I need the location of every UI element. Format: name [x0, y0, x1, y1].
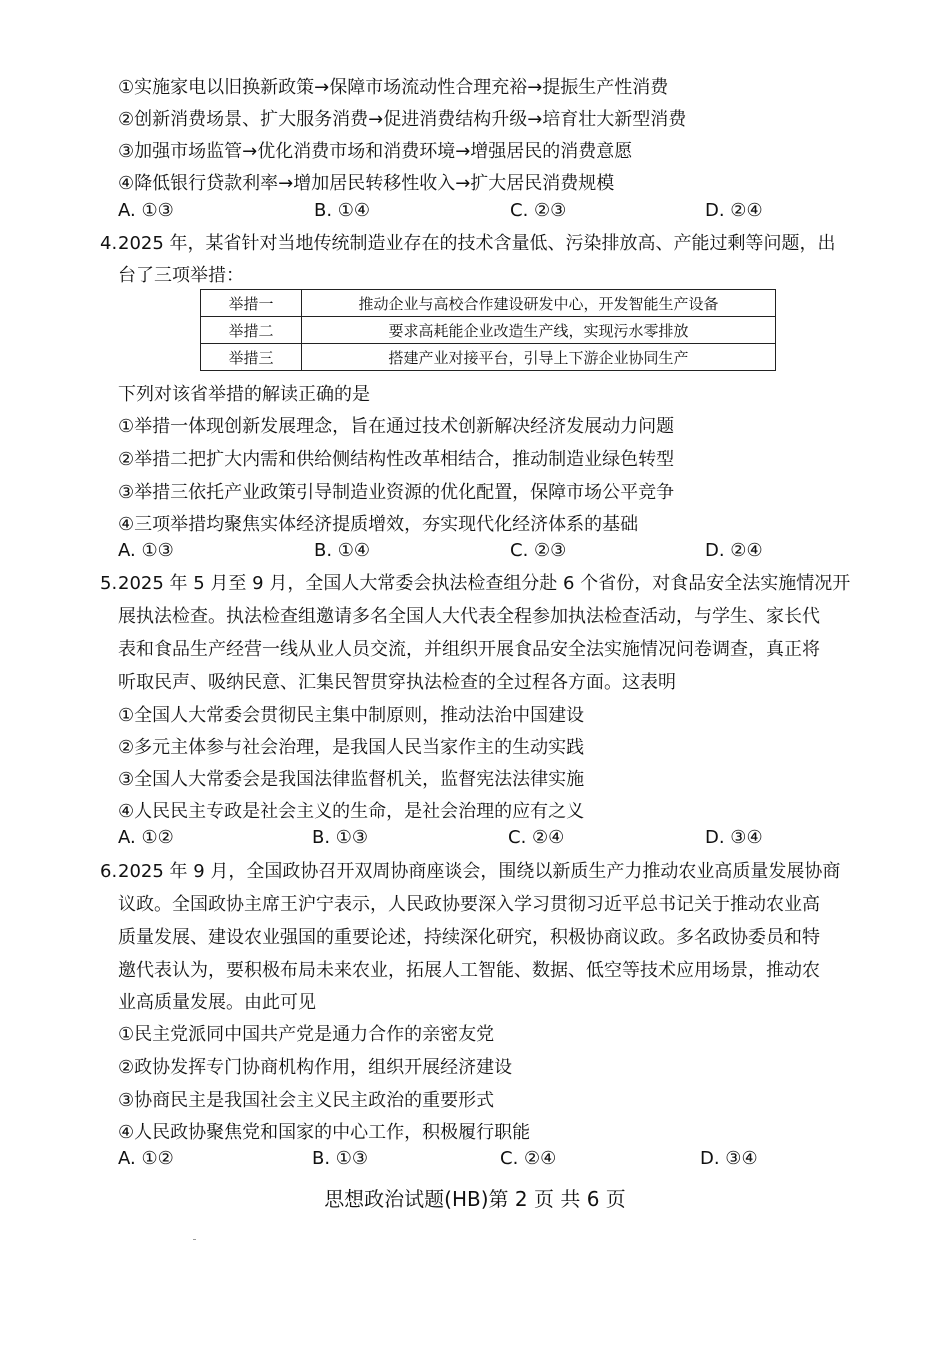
q6-choices — [0, 1147, 950, 1171]
q6-choice-b[interactable]: B. ①③ — [312, 1148, 369, 1169]
q6-choice-d[interactable]: D. ③④ — [700, 1148, 758, 1169]
q5-option-2: ②多元主体参与社会治理，是我国人民当家作主的生动实践 — [118, 737, 585, 758]
q3-option-1: ①实施家电以旧换新政策→保障市场流动性合理充裕→提振生产性消费 — [118, 77, 669, 98]
q3-option-3: ③加强市场监管→优化消费市场和消费环境→增强居民的消费意愿 — [118, 141, 633, 162]
q5-stem-line-1: 2025 年 5 月至 9 月，全国人大常委会执法检查组分赴 6 个省份，对食品安全法实施情况开 — [118, 573, 851, 594]
q5-choices — [0, 826, 950, 850]
scan-speck — [193, 1239, 196, 1240]
q6-option-1: ①民主党派同中国共产党是通力合作的亲密友党 — [118, 1024, 495, 1045]
q5-choice-d[interactable]: D. ③④ — [705, 827, 763, 848]
q5-stem-line-4: 听取民声、吸纳民意、汇集民智贯穿执法检查的全过程各方面。这表明 — [118, 672, 676, 693]
q6-stem-line-4: 邀代表认为，要积极布局未来农业，拓展人工智能、数据、低空等技术应用场景，推动农 — [118, 960, 820, 981]
measure-key: 举措一 — [201, 290, 302, 317]
q6-number: 6. — [100, 861, 118, 882]
q5-option-3: ③全国人大常委会是我国法律监督机关，监督宪法法律实施 — [118, 769, 585, 790]
q6-choice-a[interactable]: A. ①② — [118, 1148, 174, 1169]
q4-choice-c[interactable]: C. ②③ — [510, 540, 567, 561]
measures-row — [201, 290, 776, 317]
measure-key: 举措二 — [201, 317, 302, 344]
q6-stem-line-2: 议政。全国政协主席王沪宁表示，人民政协要深入学习贯彻习近平总书记关于推动农业高 — [118, 894, 820, 915]
q4-choice-b[interactable]: B. ①④ — [314, 540, 371, 561]
q4-stem-line-2: 台了三项举措： — [118, 265, 244, 286]
q5-option-4: ④人民民主专政是社会主义的生命，是社会治理的应有之义 — [118, 801, 585, 822]
q6-choice-c[interactable]: C. ②④ — [500, 1148, 557, 1169]
measure-key: 举措三 — [201, 344, 302, 371]
q6-stem-line-5: 业高质量发展。由此可见 — [118, 992, 316, 1013]
q5-choice-a[interactable]: A. ①② — [118, 827, 174, 848]
q6-option-4: ④人民政协聚焦党和国家的中心工作，积极履行职能 — [118, 1122, 531, 1143]
q3-choices — [0, 199, 950, 223]
q3-option-4: ④降低银行贷款利率→增加居民转移性收入→扩大居民消费规模 — [118, 173, 615, 194]
q3-option-2: ②创新消费场景、扩大服务消费→促进消费结构升级→培育壮大新型消费 — [118, 109, 687, 130]
q4-option-3: ③举措三依托产业政策引导制造业资源的优化配置，保障市场公平竞争 — [118, 482, 675, 503]
q6-option-2: ②政协发挥专门协商机构作用，组织开展经济建设 — [118, 1057, 513, 1078]
q4-choices — [0, 539, 950, 563]
q4-question: 下列对该省举措的解读正确的是 — [118, 384, 370, 405]
measures-row — [201, 344, 776, 371]
q4-choice-a[interactable]: A. ①③ — [118, 540, 174, 561]
q3-choice-b[interactable]: B. ①④ — [314, 200, 371, 221]
measure-value: 搭建产业对接平台，引导上下游企业协同生产 — [302, 344, 776, 371]
measures-row — [201, 317, 776, 344]
q4-option-2: ②举措二把扩大内需和供给侧结构性改革相结合，推动制造业绿色转型 — [118, 449, 675, 470]
q5-number: 5. — [100, 573, 118, 594]
q6-option-3: ③协商民主是我国社会主义民主政治的重要形式 — [118, 1090, 495, 1111]
q3-choice-a[interactable]: A. ①③ — [118, 200, 174, 221]
measure-value: 推动企业与高校合作建设研发中心，开发智能生产设备 — [302, 290, 776, 317]
q4-option-1: ①举措一体现创新发展理念，旨在通过技术创新解决经济发展动力问题 — [118, 416, 675, 437]
q5-option-1: ①全国人大常委会贯彻民主集中制原则，推动法治中国建设 — [118, 705, 585, 726]
q3-choice-c[interactable]: C. ②③ — [510, 200, 567, 221]
q5-choice-c[interactable]: C. ②④ — [508, 827, 565, 848]
q6-stem-line-3: 质量发展、建设农业强国的重要论述，持续深化研究，积极协商议政。多名政协委员和特 — [118, 927, 820, 948]
q4-choice-d[interactable]: D. ②④ — [705, 540, 763, 561]
q5-stem-line-2: 展执法检查。执法检查组邀请多名全国人大代表全程参加执法检查活动，与学生、家长代 — [118, 606, 820, 627]
measures-table — [200, 289, 776, 371]
q3-choice-d[interactable]: D. ②④ — [705, 200, 763, 221]
q6-stem-line-1: 2025 年 9 月，全国政协召开双周协商座谈会，围绕以新质生产力推动农业高质量发展协商 — [118, 861, 841, 882]
q4-number: 4. — [100, 233, 118, 254]
q4-option-4: ④三项举措均聚焦实体经济提质增效，夯实现代化经济体系的基础 — [118, 514, 639, 535]
page-footer: 思想政治试题(HB)第 2 页 共 6 页 — [324, 1187, 626, 1211]
q5-stem-line-3: 表和食品生产经营一线从业人员交流，并组织开展食品安全法实施情况问卷调查，真正将 — [118, 639, 820, 660]
q5-choice-b[interactable]: B. ①③ — [312, 827, 369, 848]
measure-value: 要求高耗能企业改造生产线，实现污水零排放 — [302, 317, 776, 344]
q4-stem-line-1: 2025 年，某省针对当地传统制造业存在的技术含量低、污染排放高、产能过剩等问题，出 — [118, 233, 836, 254]
